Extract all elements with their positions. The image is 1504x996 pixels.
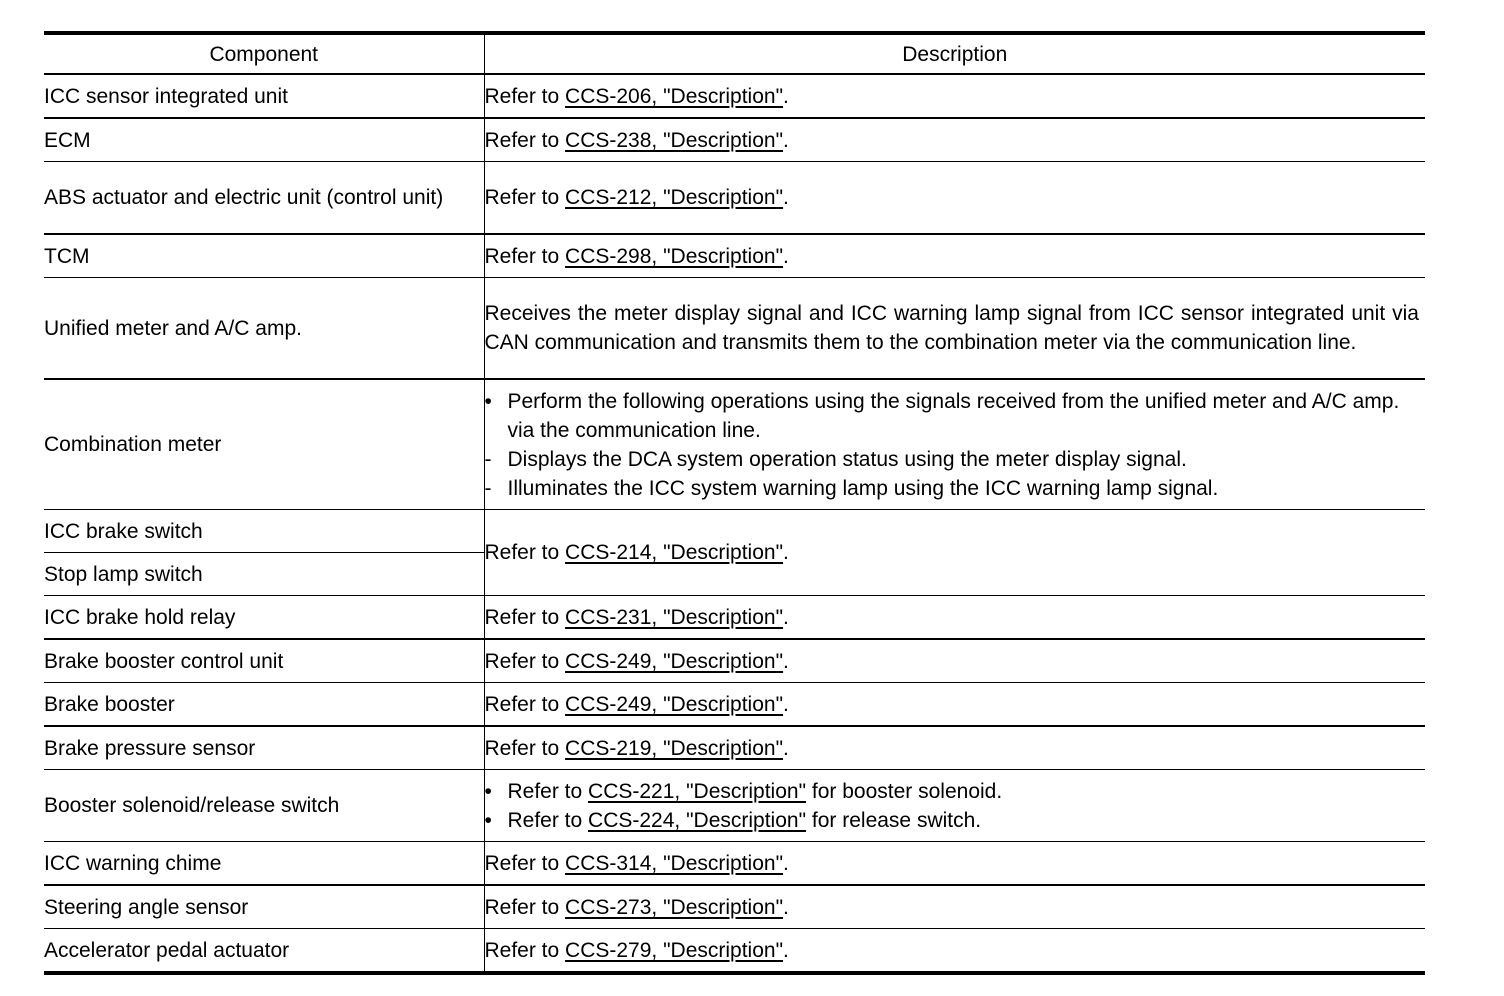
component-cell: ICC brake switch [44, 510, 484, 553]
sub-item [485, 474, 1426, 503]
description-cell [484, 929, 1425, 974]
reference-link[interactable]: CCS-249, "Description" [565, 692, 784, 716]
component-cell: Combination meter [44, 379, 484, 510]
refer-text: Refer to [484, 938, 560, 962]
component-cell: TCM [44, 234, 484, 278]
reference-link[interactable]: CCS-314, "Description" [565, 851, 784, 875]
component-cell: ICC brake hold relay [44, 596, 484, 640]
column-header-description: Description [484, 33, 1425, 74]
refer-text: Refer to [484, 84, 560, 108]
component-cell: Brake booster control unit [44, 639, 484, 683]
reference-link[interactable]: CCS-206, "Description" [565, 84, 784, 108]
refer-text: Refer to [484, 605, 560, 629]
component-cell: Brake pressure sensor [44, 726, 484, 770]
reference-link[interactable]: CCS-273, "Description" [565, 895, 784, 919]
period: . [783, 692, 789, 716]
component-cell: Booster solenoid/release switch [44, 770, 484, 842]
refer-text: Refer to [484, 186, 560, 209]
description-cell [484, 683, 1425, 727]
refer-text: Refer to [484, 736, 560, 760]
description-cell [484, 234, 1425, 278]
table-row [44, 885, 1425, 929]
bullet-item [485, 806, 1426, 835]
table-row [44, 162, 1425, 235]
period: . [783, 895, 789, 919]
table-row [44, 596, 1425, 640]
period: . [783, 128, 789, 152]
reference-link[interactable]: CCS-249, "Description" [565, 649, 784, 673]
description-cell [484, 770, 1425, 842]
reference-suffix: for booster solenoid. [811, 779, 1003, 803]
reference-link[interactable]: CCS-279, "Description" [565, 938, 784, 962]
component-description-table [44, 31, 1425, 975]
description-cell [484, 639, 1425, 683]
refer-text: Refer to [507, 808, 583, 832]
component-cell: Accelerator pedal actuator [44, 929, 484, 974]
component-cell: Unified meter and A/C amp. [44, 278, 484, 380]
refer-text: Refer to [484, 851, 560, 875]
bullet-marker: • [484, 389, 492, 413]
component-cell: Steering angle sensor [44, 885, 484, 929]
description-cell [484, 74, 1425, 118]
description-cell [484, 379, 1425, 510]
description-cell [484, 885, 1425, 929]
refer-text: Refer to [484, 244, 560, 268]
refer-text: Refer to [484, 895, 560, 919]
period: . [783, 541, 789, 564]
table-row [44, 379, 1425, 510]
refer-text: Refer to [507, 779, 583, 803]
reference-link[interactable]: CCS-231, "Description" [565, 605, 784, 629]
table-row [44, 234, 1425, 278]
reference-link[interactable]: CCS-298, "Description" [565, 244, 784, 268]
bullet-marker: • [484, 808, 492, 832]
component-cell: ICC warning chime [44, 842, 484, 886]
table-row [44, 118, 1425, 162]
refer-text: Refer to [484, 692, 560, 716]
reference-link[interactable]: CCS-221, "Description" [588, 779, 807, 803]
column-header-component: Component [44, 33, 484, 74]
table-row [44, 929, 1425, 974]
reference-link[interactable]: CCS-212, "Description" [565, 186, 784, 209]
bullet-text: Perform the following operations using the signals received from the unified meter and A/C amp. via the communication line. [507, 389, 1400, 442]
table-row [44, 639, 1425, 683]
period: . [783, 938, 789, 962]
bullet-item [485, 387, 1426, 445]
description-cell [484, 118, 1425, 162]
table-row [44, 770, 1425, 842]
table-row [44, 510, 1425, 553]
period: . [783, 851, 789, 875]
description-cell [484, 278, 1425, 380]
sub-item [485, 445, 1426, 474]
description-cell [484, 510, 1425, 596]
sub-item-text: Displays the DCA system operation status using the meter display signal. [507, 447, 1187, 471]
reference-link[interactable]: CCS-238, "Description" [565, 128, 784, 152]
period: . [783, 244, 789, 268]
period: . [783, 605, 789, 629]
dash-marker: - [484, 447, 492, 471]
bullet-marker: • [484, 779, 492, 803]
table-row [44, 726, 1425, 770]
refer-text: Refer to [484, 128, 560, 152]
refer-text: Refer to [484, 649, 560, 673]
description-text: Receives the meter display signal and ICC warning lamp signal from ICC sensor integrated unit via CAN communication and transmits them to the combination meter via the communication line. [484, 302, 1419, 354]
table-row [44, 683, 1425, 727]
reference-link[interactable]: CCS-219, "Description" [565, 736, 784, 760]
component-cell: ICC sensor integrated unit [44, 74, 484, 118]
component-cell: ECM [44, 118, 484, 162]
table-header-row [44, 33, 1425, 74]
bullet-item [485, 777, 1426, 806]
reference-link[interactable]: CCS-224, "Description" [588, 808, 807, 832]
table-row [44, 278, 1425, 380]
description-cell [484, 596, 1425, 640]
refer-text: Refer to [484, 541, 560, 564]
sub-item-text: Illuminates the ICC system warning lamp using the ICC warning lamp signal. [507, 476, 1219, 500]
component-cell: Brake booster [44, 683, 484, 727]
period: . [783, 186, 789, 209]
table-row [44, 842, 1425, 886]
dash-marker: - [484, 476, 492, 500]
component-cell: ABS actuator and electric unit (control unit) [44, 162, 484, 235]
table-row [44, 74, 1425, 118]
reference-suffix: for release switch. [811, 808, 982, 832]
period: . [783, 84, 789, 108]
period: . [783, 649, 789, 673]
description-cell [484, 162, 1425, 235]
reference-link[interactable]: CCS-214, "Description" [565, 541, 784, 564]
component-cell: Stop lamp switch [44, 553, 484, 596]
description-cell [484, 842, 1425, 886]
period: . [783, 736, 789, 760]
description-cell [484, 726, 1425, 770]
